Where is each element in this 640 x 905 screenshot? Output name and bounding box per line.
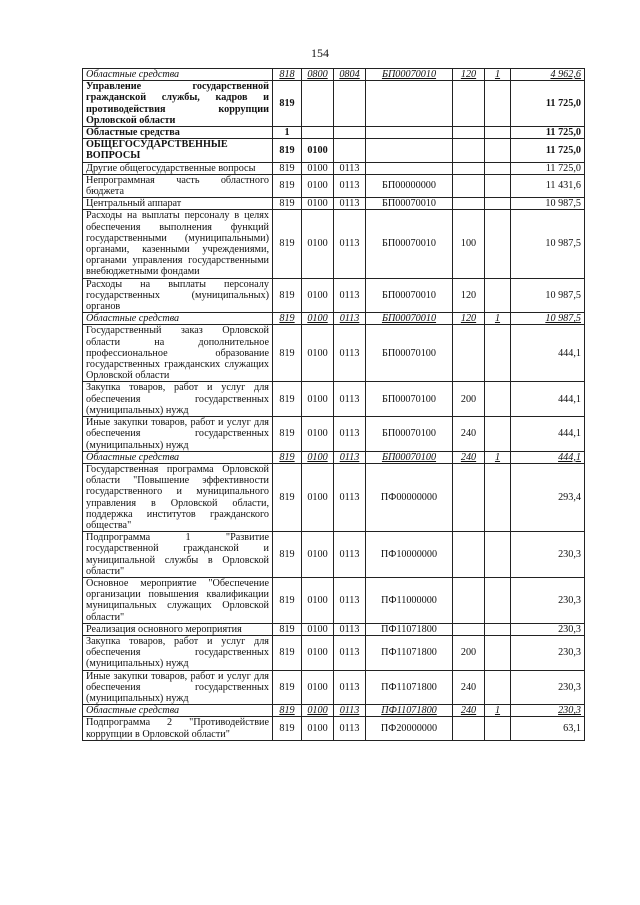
- cell-section-code: 0100: [302, 417, 334, 452]
- table-row: [83, 313, 585, 325]
- cell-subsection-code: 0113: [334, 417, 366, 452]
- cell-expense-type: [453, 139, 485, 162]
- cell-expense-type: [453, 532, 485, 578]
- table-row: [83, 451, 585, 463]
- cell-name: Государственная программа Орловской области "Повышение эффективности государственного и муниципального управления в Орловской области, поддержка институтов гражданского общества": [83, 463, 273, 531]
- cell-target-article: [366, 139, 453, 162]
- cell-department-code: 819: [273, 705, 302, 717]
- cell-department-code: 819: [273, 210, 302, 278]
- cell-amount: 230,3: [511, 670, 585, 705]
- cell-subsection-code: 0113: [334, 717, 366, 740]
- cell-subsection-code: 0113: [334, 210, 366, 278]
- cell-section-code: 0100: [302, 717, 334, 740]
- cell-name: Закупка товаров, работ и услуг для обеспечения государственных (муниципальных) нужд: [83, 635, 273, 670]
- cell-department-code: 819: [273, 162, 302, 174]
- cell-expense-type: [453, 717, 485, 740]
- cell-name: Областные средства: [83, 313, 273, 325]
- cell-target-article: ПФ10000000: [366, 532, 453, 578]
- cell-funding-source: [485, 532, 511, 578]
- cell-subsection-code: 0113: [334, 162, 366, 174]
- table-row: [83, 162, 585, 174]
- cell-name: Управление государственной гражданской службы, кадров и противодействия коррупции Орловской области: [83, 81, 273, 127]
- cell-name: Основное мероприятие "Обеспечение организации повышения квалификации муниципальных служащих Орловской области": [83, 577, 273, 623]
- cell-funding-source: [485, 382, 511, 417]
- cell-amount: 11 725,0: [511, 162, 585, 174]
- cell-target-article: БП00070100: [366, 382, 453, 417]
- cell-name: Расходы на выплаты персоналу в целях обеспечения выполнения функций государственными (муниципальными) органами, казенными учреждениями, органами управления государственными внебюджетными фондами: [83, 210, 273, 278]
- cell-amount: 444,1: [511, 382, 585, 417]
- cell-amount: 444,1: [511, 451, 585, 463]
- cell-section-code: 0100: [302, 623, 334, 635]
- table-row: [83, 417, 585, 452]
- page-number: 154: [311, 46, 329, 60]
- cell-name: Областные средства: [83, 451, 273, 463]
- cell-department-code: 819: [273, 81, 302, 127]
- cell-expense-type: 240: [453, 670, 485, 705]
- cell-funding-source: [485, 670, 511, 705]
- cell-funding-source: [485, 463, 511, 531]
- cell-funding-source: [485, 139, 511, 162]
- cell-amount: 10 987,5: [511, 198, 585, 210]
- cell-target-article: ПФ20000000: [366, 717, 453, 740]
- cell-subsection-code: 0113: [334, 705, 366, 717]
- cell-funding-source: [485, 127, 511, 139]
- cell-expense-type: 240: [453, 417, 485, 452]
- cell-name: Центральный аппарат: [83, 198, 273, 210]
- cell-funding-source: 1: [485, 451, 511, 463]
- cell-department-code: 819: [273, 451, 302, 463]
- cell-name: Реализация основного мероприятия: [83, 623, 273, 635]
- cell-subsection-code: 0113: [334, 532, 366, 578]
- cell-expense-type: [453, 127, 485, 139]
- cell-funding-source: [485, 81, 511, 127]
- cell-funding-source: [485, 198, 511, 210]
- cell-target-article: БП00070100: [366, 451, 453, 463]
- cell-target-article: БП00070010: [366, 278, 453, 313]
- cell-name: Областные средства: [83, 127, 273, 139]
- cell-expense-type: 120: [453, 278, 485, 313]
- cell-funding-source: [485, 210, 511, 278]
- cell-subsection-code: 0804: [334, 69, 366, 81]
- cell-funding-source: [485, 325, 511, 382]
- cell-department-code: 818: [273, 69, 302, 81]
- cell-section-code: 0100: [302, 174, 334, 197]
- cell-target-article: [366, 127, 453, 139]
- table-row: [83, 81, 585, 127]
- cell-funding-source: 1: [485, 705, 511, 717]
- cell-section-code: 0100: [302, 278, 334, 313]
- cell-section-code: [302, 127, 334, 139]
- cell-target-article: БП00070010: [366, 313, 453, 325]
- table-row: [83, 278, 585, 313]
- cell-department-code: 819: [273, 532, 302, 578]
- cell-target-article: ПФ11071800: [366, 705, 453, 717]
- cell-name: Расходы на выплаты персоналу государственных (муниципальных) органов: [83, 278, 273, 313]
- cell-name: Непрограммная часть областного бюджета: [83, 174, 273, 197]
- cell-name: Иные закупки товаров, работ и услуг для обеспечения государственных (муниципальных) нужд: [83, 417, 273, 452]
- cell-expense-type: 200: [453, 635, 485, 670]
- cell-expense-type: 200: [453, 382, 485, 417]
- cell-expense-type: 120: [453, 69, 485, 81]
- cell-section-code: 0100: [302, 198, 334, 210]
- cell-department-code: 819: [273, 577, 302, 623]
- cell-amount: 11 725,0: [511, 139, 585, 162]
- cell-target-article: БП00070010: [366, 69, 453, 81]
- cell-subsection-code: 0113: [334, 382, 366, 417]
- cell-amount: 230,3: [511, 635, 585, 670]
- cell-section-code: 0100: [302, 139, 334, 162]
- cell-section-code: 0100: [302, 705, 334, 717]
- cell-subsection-code: 0113: [334, 198, 366, 210]
- cell-section-code: 0100: [302, 162, 334, 174]
- cell-name: Областные средства: [83, 69, 273, 81]
- cell-expense-type: [453, 463, 485, 531]
- cell-target-article: БП00070100: [366, 417, 453, 452]
- cell-target-article: БП00070100: [366, 325, 453, 382]
- cell-amount: 10 987,5: [511, 210, 585, 278]
- table-row: [83, 174, 585, 197]
- budget-table: [82, 68, 585, 741]
- cell-subsection-code: 0113: [334, 278, 366, 313]
- cell-section-code: 0800: [302, 69, 334, 81]
- cell-target-article: БП00000000: [366, 174, 453, 197]
- cell-amount: 11 725,0: [511, 127, 585, 139]
- cell-section-code: 0100: [302, 382, 334, 417]
- cell-name: Подпрограмма 1 "Развитие государственной гражданской и муниципальной службы в Орловской области": [83, 532, 273, 578]
- table-row: [83, 670, 585, 705]
- cell-name: Подпрограмма 2 "Противодействие коррупции в Орловской области": [83, 717, 273, 740]
- cell-department-code: 819: [273, 139, 302, 162]
- table-row: [83, 210, 585, 278]
- cell-section-code: 0100: [302, 463, 334, 531]
- cell-funding-source: [485, 717, 511, 740]
- cell-expense-type: 120: [453, 313, 485, 325]
- cell-target-article: БП00070010: [366, 198, 453, 210]
- cell-name: Другие общегосударственные вопросы: [83, 162, 273, 174]
- cell-funding-source: [485, 577, 511, 623]
- cell-expense-type: 240: [453, 705, 485, 717]
- cell-department-code: 819: [273, 174, 302, 197]
- cell-subsection-code: [334, 127, 366, 139]
- cell-section-code: 0100: [302, 577, 334, 623]
- cell-amount: 11 725,0: [511, 81, 585, 127]
- cell-name: Областные средства: [83, 705, 273, 717]
- cell-name: Государственный заказ Орловской области на дополнительное профессиональное образование государственных гражданских служащих Орловской области: [83, 325, 273, 382]
- cell-department-code: 819: [273, 278, 302, 313]
- cell-expense-type: [453, 577, 485, 623]
- cell-subsection-code: [334, 139, 366, 162]
- cell-name: ОБЩЕГОСУДАРСТВЕННЫЕ ВОПРОСЫ: [83, 139, 273, 162]
- cell-funding-source: [485, 162, 511, 174]
- cell-target-article: ПФ11000000: [366, 577, 453, 623]
- cell-target-article: ПФ11071800: [366, 670, 453, 705]
- cell-subsection-code: 0113: [334, 451, 366, 463]
- cell-funding-source: [485, 174, 511, 197]
- cell-expense-type: 240: [453, 451, 485, 463]
- cell-expense-type: [453, 198, 485, 210]
- cell-section-code: [302, 81, 334, 127]
- cell-section-code: 0100: [302, 635, 334, 670]
- table-row: [83, 69, 585, 81]
- cell-department-code: 819: [273, 635, 302, 670]
- cell-subsection-code: 0113: [334, 635, 366, 670]
- cell-subsection-code: 0113: [334, 174, 366, 197]
- cell-amount: 230,3: [511, 623, 585, 635]
- cell-expense-type: [453, 174, 485, 197]
- cell-amount: 4 962,6: [511, 69, 585, 81]
- cell-section-code: 0100: [302, 451, 334, 463]
- cell-department-code: 819: [273, 463, 302, 531]
- table-row: [83, 717, 585, 740]
- cell-subsection-code: [334, 81, 366, 127]
- cell-department-code: 819: [273, 417, 302, 452]
- table-row: [83, 139, 585, 162]
- cell-department-code: 819: [273, 670, 302, 705]
- cell-subsection-code: 0113: [334, 577, 366, 623]
- cell-department-code: 819: [273, 382, 302, 417]
- table-row: [83, 635, 585, 670]
- cell-department-code: 819: [273, 717, 302, 740]
- cell-amount: 10 987,5: [511, 313, 585, 325]
- cell-target-article: [366, 81, 453, 127]
- table-row: [83, 532, 585, 578]
- cell-funding-source: [485, 635, 511, 670]
- cell-target-article: [366, 162, 453, 174]
- cell-expense-type: 100: [453, 210, 485, 278]
- cell-section-code: 0100: [302, 670, 334, 705]
- cell-expense-type: [453, 162, 485, 174]
- cell-expense-type: [453, 623, 485, 635]
- cell-amount: 444,1: [511, 417, 585, 452]
- table-row: [83, 577, 585, 623]
- cell-expense-type: [453, 81, 485, 127]
- cell-target-article: ПФ00000000: [366, 463, 453, 531]
- cell-section-code: 0100: [302, 325, 334, 382]
- cell-target-article: ПФ11071800: [366, 623, 453, 635]
- cell-section-code: 0100: [302, 210, 334, 278]
- cell-subsection-code: 0113: [334, 325, 366, 382]
- cell-name: Закупка товаров, работ и услуг для обеспечения государственных (муниципальных) нужд: [83, 382, 273, 417]
- cell-subsection-code: 0113: [334, 463, 366, 531]
- cell-department-code: 1: [273, 127, 302, 139]
- cell-subsection-code: 0113: [334, 623, 366, 635]
- cell-subsection-code: 0113: [334, 313, 366, 325]
- cell-subsection-code: 0113: [334, 670, 366, 705]
- table-row: [83, 198, 585, 210]
- table-row: [83, 382, 585, 417]
- cell-section-code: 0100: [302, 313, 334, 325]
- cell-funding-source: [485, 417, 511, 452]
- table-row: [83, 623, 585, 635]
- cell-funding-source: [485, 623, 511, 635]
- cell-expense-type: [453, 325, 485, 382]
- cell-amount: 230,3: [511, 532, 585, 578]
- cell-section-code: 0100: [302, 532, 334, 578]
- cell-target-article: БП00070010: [366, 210, 453, 278]
- budget-table-body: [83, 69, 585, 741]
- table-row: [83, 127, 585, 139]
- cell-target-article: ПФ11071800: [366, 635, 453, 670]
- cell-amount: 293,4: [511, 463, 585, 531]
- table-row: [83, 325, 585, 382]
- table-row: [83, 705, 585, 717]
- cell-funding-source: 1: [485, 313, 511, 325]
- table-row: [83, 463, 585, 531]
- cell-amount: 63,1: [511, 717, 585, 740]
- cell-amount: 444,1: [511, 325, 585, 382]
- cell-department-code: 819: [273, 325, 302, 382]
- cell-amount: 230,3: [511, 705, 585, 717]
- cell-amount: 230,3: [511, 577, 585, 623]
- cell-name: Иные закупки товаров, работ и услуг для обеспечения государственных (муниципальных) нужд: [83, 670, 273, 705]
- cell-funding-source: [485, 278, 511, 313]
- cell-department-code: 819: [273, 313, 302, 325]
- cell-amount: 10 987,5: [511, 278, 585, 313]
- cell-amount: 11 431,6: [511, 174, 585, 197]
- cell-funding-source: 1: [485, 69, 511, 81]
- cell-department-code: 819: [273, 623, 302, 635]
- cell-department-code: 819: [273, 198, 302, 210]
